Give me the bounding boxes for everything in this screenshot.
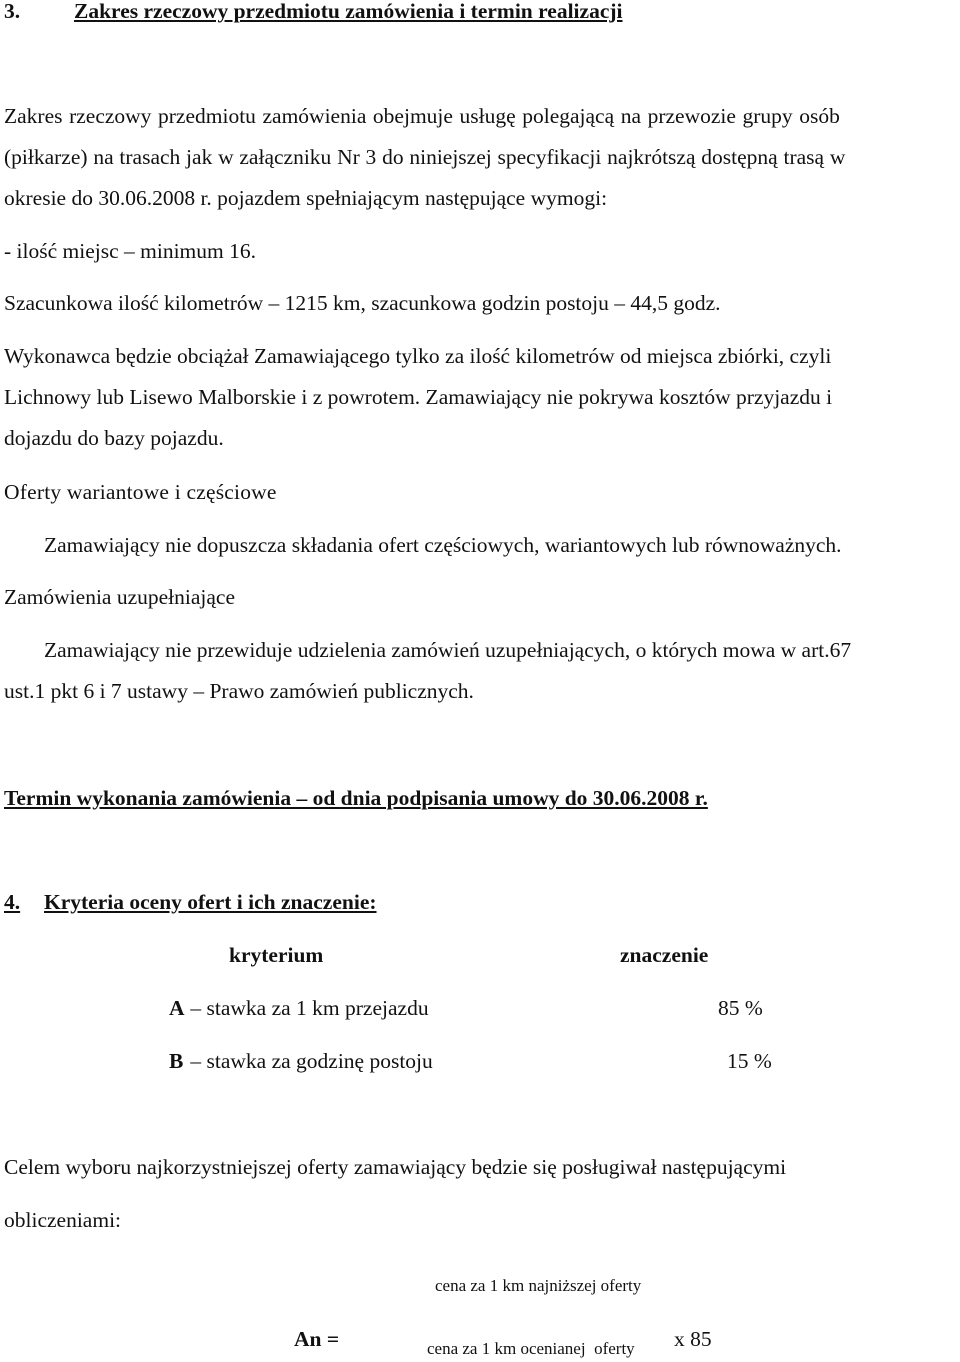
section-4-number: 4. (4, 890, 21, 914)
billing-line-1: Wykonawca będzie obciążał Zamawiającego tylko za ilość kilometrów od miejsca zbiórki, czyli (4, 344, 832, 368)
criteria-a-weight: 85 % (718, 996, 763, 1020)
criteria-header-criterion: kryterium (229, 943, 324, 967)
requirement-line: - ilość miejsc – minimum 16. (4, 239, 257, 263)
section-3-title: Zakres rzeczowy przedmiotu zamówienia i termin realizacji (74, 0, 623, 23)
supplementary-line-1: Zamawiający nie przewiduje udzielenia zamówień uzupełniających, o których mowa w art.67 (44, 638, 852, 662)
criteria-a-label: – stawka za 1 km przejazdu (185, 996, 429, 1020)
formula-intro-line-2: obliczeniami: (4, 1208, 122, 1232)
billing-line-3: dojazdu do bazy pojazdu. (4, 426, 224, 450)
criteria-b-label: – stawka za godzinę postoju (185, 1049, 433, 1073)
criteria-a-letter: A (169, 996, 185, 1020)
supplementary-line-2: ust.1 pkt 6 i 7 ustawy – Prawo zamówień publicznych. (4, 679, 474, 703)
billing-line-2: Lichnowy lub Lisewo Malborskie i z powrotem. Zamawiający nie pokrywa kosztów przyjazdu i (4, 385, 833, 409)
criteria-b-weight: 15 % (727, 1049, 772, 1073)
scope-line-2: (piłkarze) na trasach jak w załączniku Nr 3 do niniejszej specyfikacji najkrótszą dostępną trasą w (4, 145, 846, 169)
formula-numerator: cena za 1 km najniższej oferty (435, 1276, 642, 1295)
criteria-b-letter: B (169, 1049, 184, 1073)
formula-multiplier: x 85 (674, 1327, 712, 1351)
section-3-number: 3. (4, 0, 21, 23)
deadline-line: Termin wykonania zamówienia – od dnia podpisania umowy do 30.06.2008 r. (4, 786, 708, 810)
supplementary-heading: Zamówienia uzupełniające (4, 585, 236, 609)
criteria-header-weight: znaczenie (620, 943, 709, 967)
scope-line-3: okresie do 30.06.2008 r. pojazdem spełniającym następujące wymogi: (4, 186, 608, 210)
variant-text: Zamawiający nie dopuszcza składania ofert częściowych, wariantowych lub równoważnych. (44, 533, 842, 557)
variant-heading: Oferty wariantowe i częściowe (4, 480, 277, 504)
formula-denominator: cena za 1 km ocenianej oferty (427, 1339, 635, 1358)
scope-line-1: Zakres rzeczowy przedmiotu zamówienia obejmuje usługę polegającą na przewozie grupy osób (4, 104, 840, 128)
estimate-line: Szacunkowa ilość kilometrów – 1215 km, szacunkowa godzin postoju – 44,5 godz. (4, 291, 721, 315)
section-4-title: Kryteria oceny ofert i ich znaczenie: (44, 890, 377, 914)
formula-intro-line-1: Celem wyboru najkorzystniejszej oferty zamawiający będzie się posługiwał następującymi (4, 1155, 787, 1179)
formula-lhs: An = (294, 1327, 340, 1351)
